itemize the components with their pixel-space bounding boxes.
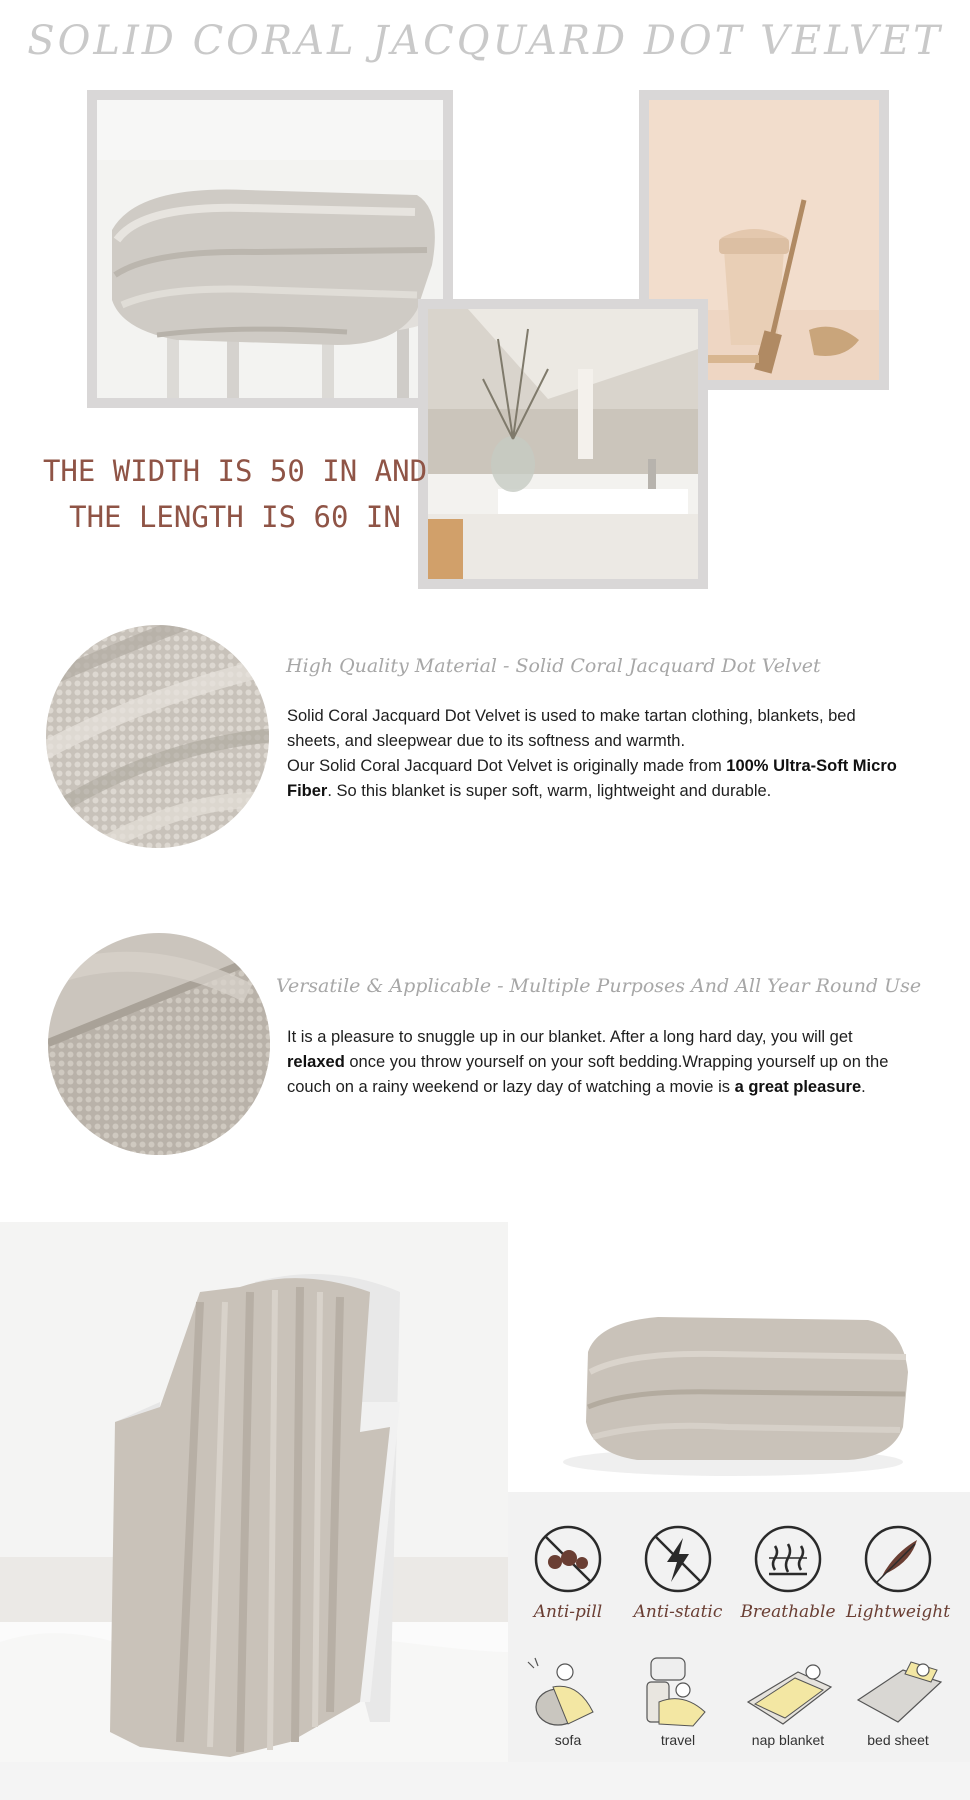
section-2-bold-pleasure: a great pleasure <box>734 1078 862 1096</box>
blanket-on-chair-image <box>0 1222 508 1762</box>
section-1-paragraph-2 <box>287 754 912 804</box>
dimensions-line-2: THE LENGTH IS 60 IN <box>69 500 401 534</box>
feature-label-breathable: Breathable <box>740 1602 836 1622</box>
use-label-bed-sheet: bed sheet <box>867 1732 929 1748</box>
use-label-sofa: sofa <box>554 1732 582 1748</box>
section-1-paragraph-1: Solid Coral Jacquard Dot Velvet is used to make tartan clothing, blankets, bed sheets, and sleepwear due to its softness and warmth. <box>287 707 856 750</box>
section-1-p2-bold: 100% Ultra-Soft Micro Fiber <box>287 757 897 800</box>
dimensions-text <box>40 448 430 540</box>
section-2-body <box>287 1025 912 1100</box>
nap-blanket-scene-icon <box>743 1652 833 1732</box>
use-nap-blanket <box>728 1652 848 1748</box>
features-panel <box>508 1492 970 1762</box>
section-2-bold-relaxed: relaxed <box>287 1053 345 1071</box>
section-2-text-part-3: . <box>861 1078 866 1096</box>
travel-scene-icon <box>633 1652 723 1732</box>
feature-lightweight <box>838 1524 958 1622</box>
bottom-strip <box>0 1762 970 1800</box>
feature-anti-static <box>618 1524 738 1622</box>
photo-frame-bathroom <box>418 299 708 589</box>
section-2-text-part-1: It is a pleasure to snuggle up in our blanket. After a long hard day, you will get <box>287 1028 853 1046</box>
page-title: SOLID CORAL JACQUARD DOT VELVET <box>27 18 943 64</box>
feature-label-anti-pill: Anti-pill <box>533 1602 603 1622</box>
sofa-scene-icon <box>523 1652 613 1732</box>
fabric-texture-circle-2 <box>48 933 270 1155</box>
bed-sheet-scene-icon <box>853 1652 943 1732</box>
section-2-text-part-2: once you throw yourself on your soft bedding.Wrapping yourself up on the couch on a rainy weekend or lazy day of watching a movie is <box>287 1053 889 1096</box>
section-1-title: High Quality Material - Solid Coral Jacquard Dot Velvet <box>286 655 821 677</box>
folded-blanket-on-stool-image <box>97 100 443 398</box>
section-1-p2-suffix: . So this blanket is super soft, warm, lightweight and durable. <box>327 782 772 800</box>
use-label-travel: travel <box>660 1732 696 1748</box>
photo-frame-stool <box>87 90 453 408</box>
breathable-icon <box>753 1524 823 1594</box>
section-2-title: Versatile & Applicable - Multiple Purposes And All Year Round Use <box>276 975 922 997</box>
section-1-p2-prefix: Our Solid Coral Jacquard Dot Velvet is originally made from <box>287 757 727 775</box>
feature-breathable <box>728 1524 848 1622</box>
section-1-body <box>287 704 912 804</box>
feature-anti-pill <box>508 1524 628 1622</box>
folded-blanket-image <box>508 1222 970 1492</box>
lightweight-feather-icon <box>863 1524 933 1594</box>
use-sofa <box>508 1652 628 1748</box>
fabric-texture-circle-1 <box>46 625 269 848</box>
use-travel <box>618 1652 738 1748</box>
anti-pill-icon <box>533 1524 603 1594</box>
bathroom-vase-image <box>428 309 698 579</box>
use-bed-sheet <box>838 1652 958 1748</box>
use-label-nap-blanket: nap blanket <box>751 1732 825 1748</box>
feature-label-lightweight: Lightweight <box>845 1602 951 1622</box>
dimensions-line-1: THE WIDTH IS 50 IN AND <box>42 454 428 488</box>
anti-static-icon <box>643 1524 713 1594</box>
feature-label-anti-static: Anti-static <box>633 1602 723 1622</box>
